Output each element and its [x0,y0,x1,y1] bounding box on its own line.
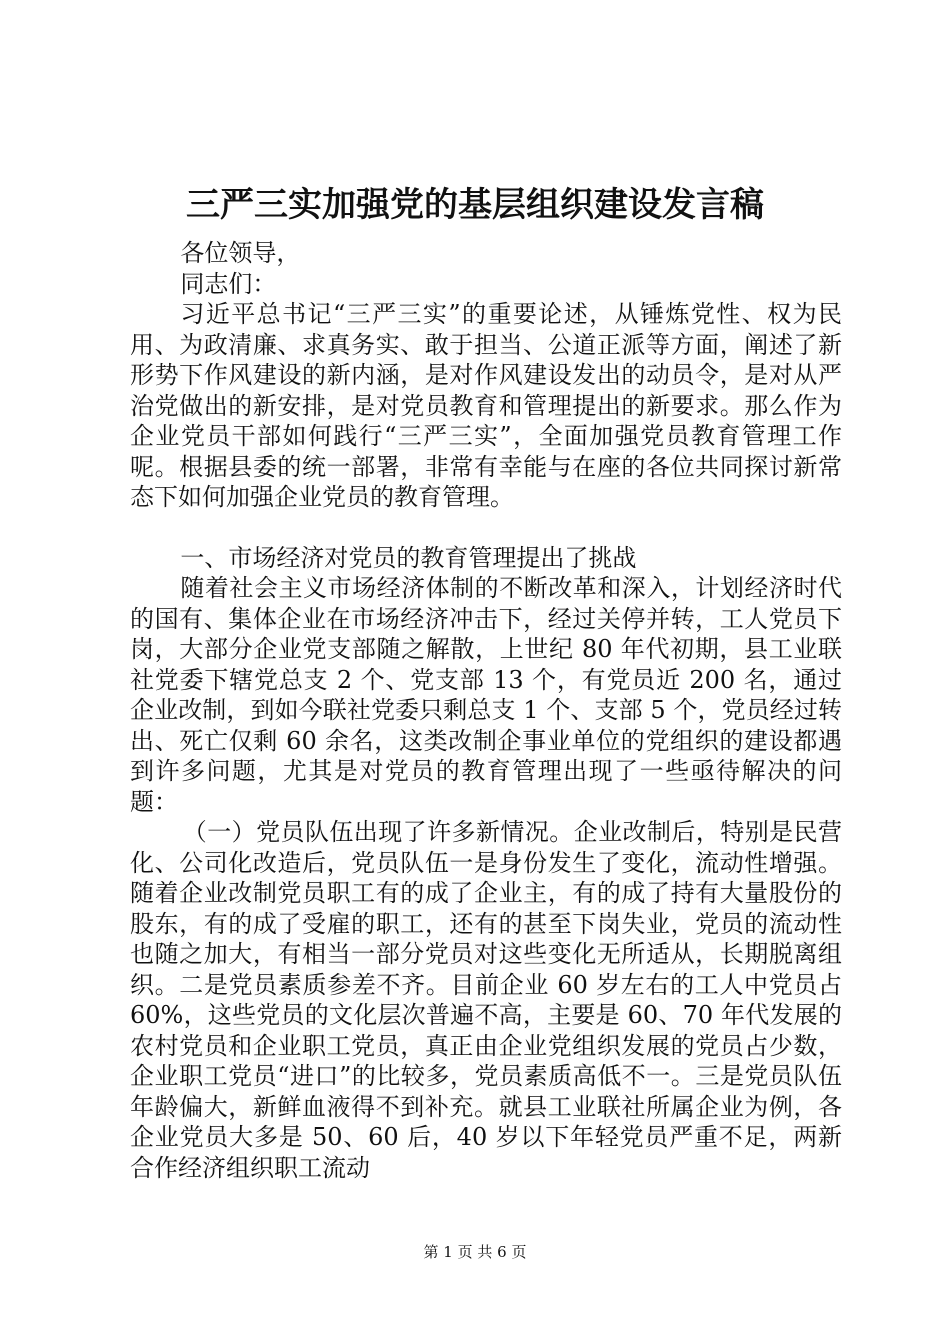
document-title: 三严三实加强党的基层组织建设发言稿 [186,185,764,225]
paragraph-gap [130,513,842,543]
section-heading-1: 一、市场经济对党员的教育管理提出了挑战 [180,543,637,572]
salutation-comrades: 同志们： [180,269,277,298]
intro-paragraph: 习近平总书记“三严三实”的重要论述，从锤炼党性、权为民用、为政清廉、求真务实、敢于担当、公道正派等方面，阐述了新形势下作风建设的新内涵，是对作风建设发出的动员令，是对从严治党做出的新安排，是对党员教育和管理提出的新要求。那么作为企业党员干部如何践行“三严三实”，全面加强党员教育管理工作呢。根据县委的统一部署，非常有幸能与在座的各位共同探讨新常态下如何加强企业党员的教育管理。 [130,300,842,511]
salutation-leaders: 各位领导， [180,239,301,267]
page-number-footer: 第 1 页 共 6 页 [423,1243,527,1261]
body-paragraph-1: 随着社会主义市场经济体制的不断改革和深入，计划经济时代的国有、集体企业在市场经济冲击下，经过关停并转，工人党员下岗，大部分企业党支部随之解散，上世纪 80 年代初期，县工业联社党委下辖党总支 2 个、党支部 13 个，有党员近 200 名，通过企业改制，到如今联社党委只剩总支 1 个、支部 5 个，党员经过转出、死亡仅剩 60 余名，这类改制企事业单位的党组织的建设都遇到许多问题，尤其是对党员的教育管理出现了一些亟待解决的问题： [130,574,842,816]
document-body [130,238,842,1183]
body-paragraph-2: （一）党员队伍出现了许多新情况。企业改制后，特别是民营化、公司化改造后，党员队伍一是身份发生了变化，流动性增强。随着企业改制党员职工有的成了企业主，有的成了持有大量股份的股东，有的成了受雇的职工，还有的甚至下岗失业，党员的流动性也随之加大，有相当一部分党员对这些变化无所适从，长期脱离组织。二是党员素质参差不齐。目前企业 60 岁左右的工人中党员占 60%，这些党员的文化层次普遍不高，主要是 60、70 年代发展的农村党员和企业职工党员，真正由企业党组织发展的党员占少数，企业职工党员“进口”的比较多，党员素质高低不一。三是党员队伍年龄偏大，新鲜血液得不到补充。就县工业联社所属企业为例，各企业党员大多是 50、60 后，40 岁以下年轻党员严重不足，两新合作经济组织职工流动 [130,818,842,1182]
